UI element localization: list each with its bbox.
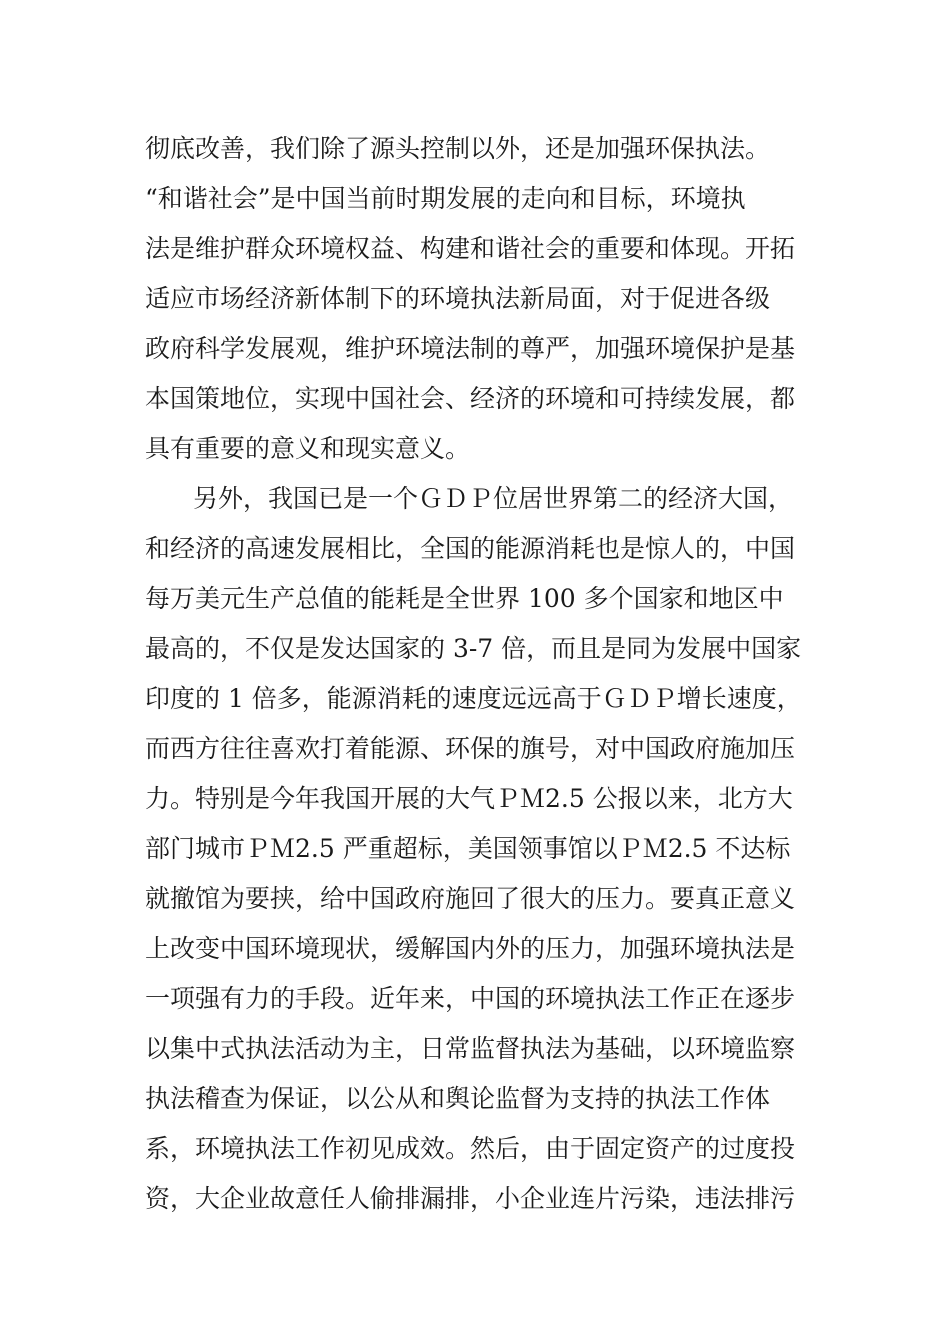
text-line: 每万美元生产总值的能耗是全世界 100 多个国家和地区中 [145,584,784,613]
text-line: 以集中式执法活动为主，日常监督执法为基础，以环境监察 [145,1034,796,1063]
text-line: 一项强有力的手段。近年来，中国的环境执法工作正在逐步 [145,984,796,1013]
text-line: 政府科学发展观，维护环境法制的尊严，加强环境保护是基 [145,334,796,363]
text-line: 系，环境执法工作初见成效。然后，由于固定资产的过度投 [145,1134,796,1163]
text-line: 另外，我国已是一个ＧＤＰ位居世界第二的经济大国， [193,484,794,513]
text-line: 力。特别是今年我国开展的大气ＰＭ2.5 公报以来，北方大 [145,784,793,813]
text-line: 具有重要的意义和现实意义。 [145,434,471,463]
text-line: 就撤馆为要挟，给中国政府施回了很大的压力。要真正意义 [145,884,796,913]
text-line: 彻底改善，我们除了源头控制以外，还是加强环保执法。 [145,134,771,163]
text-line: 部门城市ＰＭ2.5 严重超标，美国领事馆以ＰＭ2.5 不达标 [145,834,791,863]
text-line: 执法稽查为保证，以公从和舆论监督为支持的执法工作体 [145,1084,771,1113]
text-line: 上改变中国环境现状，缓解国内外的压力，加强环境执法是 [145,934,796,963]
text-line: 印度的 1 倍多，能源消耗的速度远远高于ＧＤＰ增长速度， [145,684,802,713]
text-line: 而西方往往喜欢打着能源、环保的旗号，对中国政府施加压 [145,734,796,763]
text-line: 本国策地位，实现中国社会、经济的环境和可持续发展，都 [145,384,796,413]
text-line: 最高的，不仅是发达国家的 3-7 倍，而且是同为发展中国家 [145,634,802,663]
text-line: 和经济的高速发展相比，全国的能源消耗也是惊人的，中国 [145,534,796,563]
text-line: 法是维护群众环境权益、构建和谐社会的重要和体现。开拓 [145,234,796,263]
text-line: 资，大企业故意任人偷排漏排，小企业连片污染，违法排污 [145,1184,796,1213]
text-line: “和谐社会”是中国当前时期发展的走向和目标，环境执 [145,184,746,213]
text-line: 适应市场经济新体制下的环境执法新局面，对于促进各级 [145,284,771,313]
